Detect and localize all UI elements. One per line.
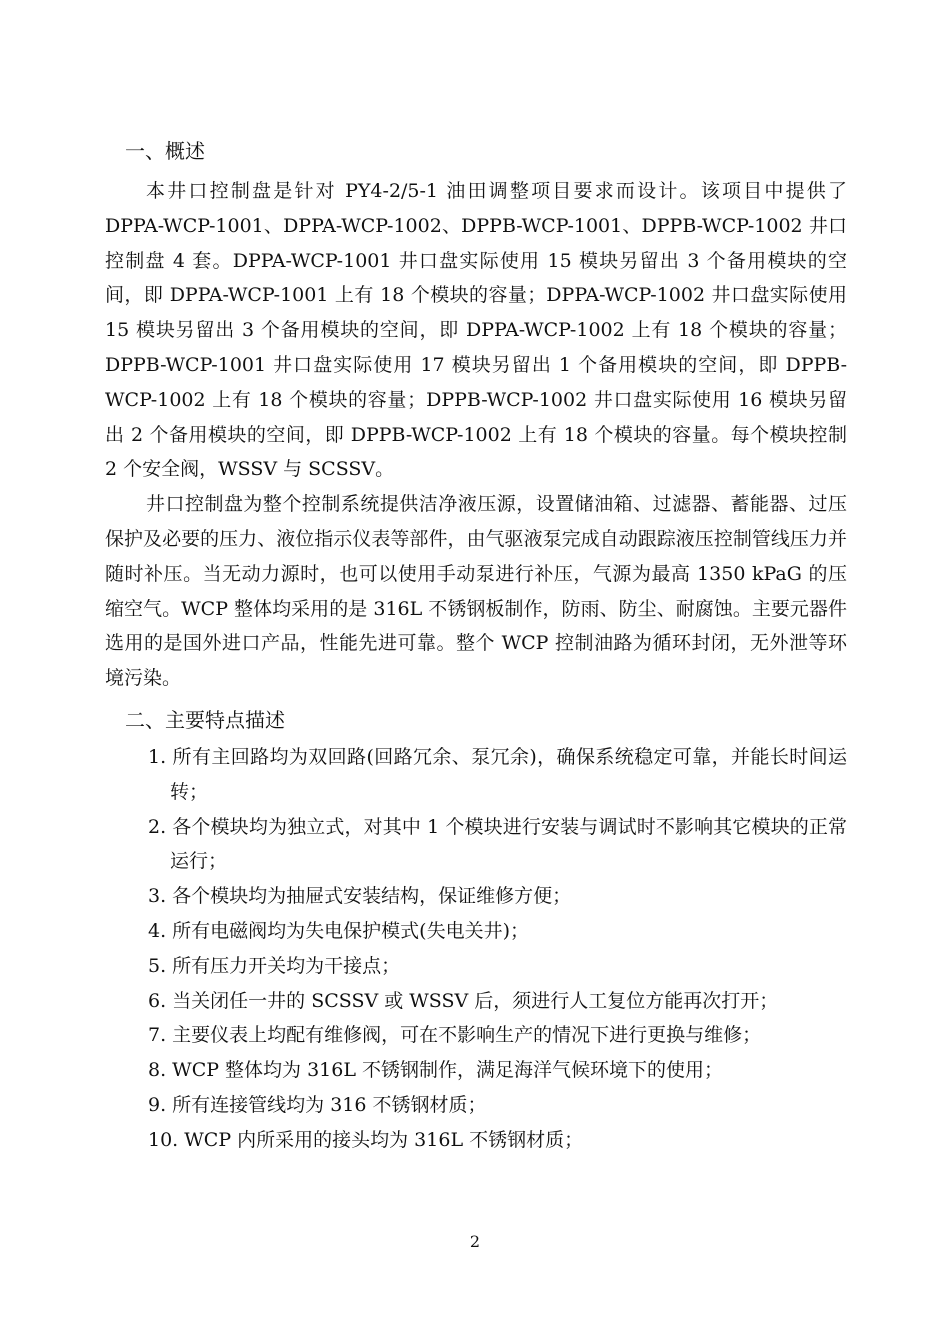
page-content [105,135,847,1158]
list-item: 5. 所有压力开关均为干接点； [148,954,401,977]
list-item: 7. 主要仪表上均配有维修阀，可在不影响生产的情况下进行更换与维修； [148,1024,762,1047]
list-item: 4. 所有电磁阀均为失电保护模式(失电关井)； [148,919,529,942]
list-item: 3. 各个模块均为抽屉式安装结构，保证维修方便； [148,885,572,908]
list-item: 8. WCP 整体均为 316L 不锈钢制作，满足海洋气候环境下的使用； [148,1059,724,1082]
section-heading-overview: 一、概述 [125,139,205,163]
overview-paragraph: 井口控制盘为整个控制系统提供洁净液压源，设置储油箱、过滤器、蓄能器、过压保护及必要的压力、液位指示仪表等部件，由气驱液泵完成自动跟踪液压控制管线压力并随时补压。当无动力源时，也可以使用手动泵进行补压，气源为最高 1350 kPaG 的压缩空气。WCP 整体均采用的是 316L 不锈钢板制作，防雨、防尘、耐腐蚀。主要元器件选用的是国外进口产品，性能先进可靠。整个 WCP 控制油路为循环封闭，无外泄等环境污染。 [105,493,847,690]
features-list [105,740,847,1158]
list-item: 2. 各个模块均为独立式，对其中 1 个模块进行安装与调试时不影响其它模块的正常运行； [148,815,847,873]
page-number: 2 [469,1232,481,1251]
list-item: 9. 所有连接管线均为 316 不锈钢材质； [148,1093,487,1116]
list-item: 10. WCP 内所采用的接头均为 316L 不锈钢材质； [148,1128,584,1151]
list-item: 6. 当关闭任一井的 SCSSV 或 WSSV 后，须进行人工复位方能再次打开； [148,989,779,1012]
section-heading-features: 二、主要特点描述 [125,707,285,732]
list-item: 1. 所有主回路均为双回路(回路冗余、泵冗余)，确保系统稳定可靠，并能长时间运转； [148,745,847,803]
overview-paragraph: 本井口控制盘是针对 PY4-2/5-1 油田调整项目要求而设计。该项目中提供了 DPPA-WCP-1001、DPPA-WCP-1002、DPPB-WCP-1001、DPPB-WCP-1002 井口控制盘 4 套。DPPA-WCP-1001 井口盘实际使用 15 模块另留出 3 个备用模块的空间，即 DPPA-WCP-1001 上有 18 个模块的容量；DPPA-WCP-1002 井口盘实际使用 15 模块另留出 3 个备用模块的空间，即 DPPA-WCP-1002 上有 18 个模块的容量；DPPB-WCP-1001 井口盘实际使用 17 模块另留出 1 个备用模块的空间，即 DPPB-WCP-1002 上有 18 个模块的容量；DPPB-WCP-1002 井口盘实际使用 16 模块另留出 2 个备用模块的空间，即 DPPB-WCP-1002 上有 18 个模块的容量。每个模块控制 2 个安全阀，WSSV 与 SCSSV。 [105,180,847,481]
